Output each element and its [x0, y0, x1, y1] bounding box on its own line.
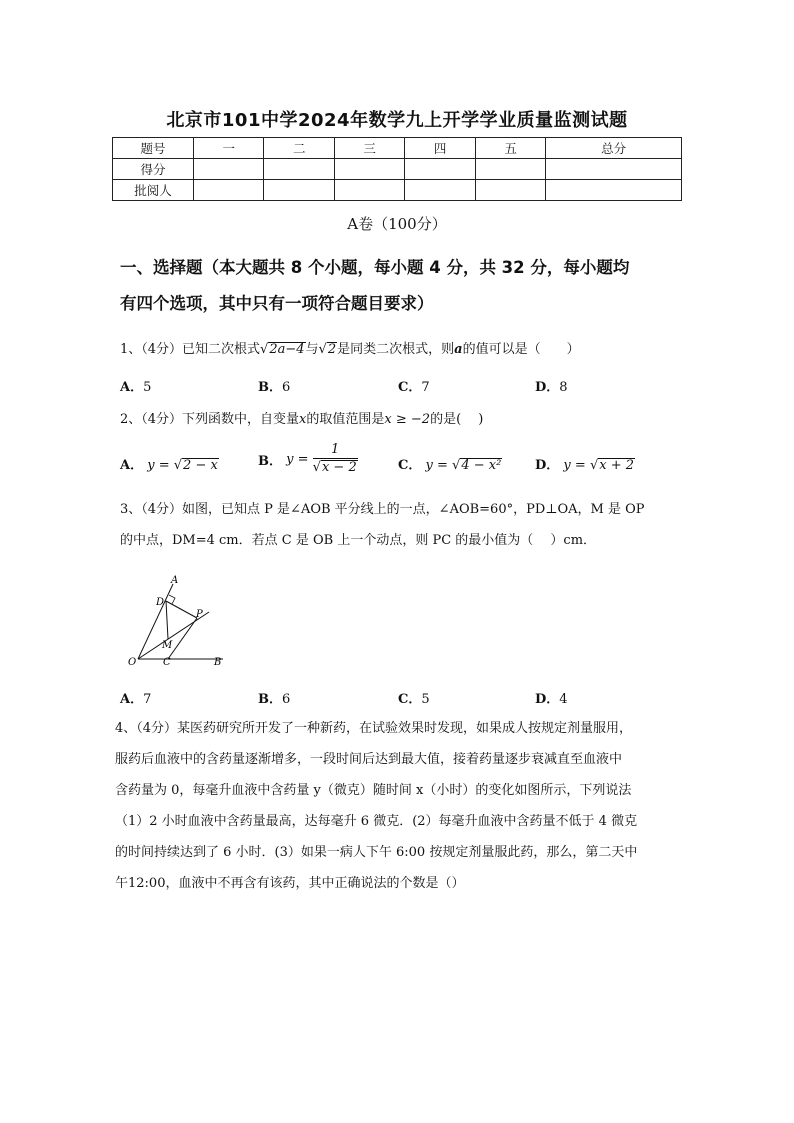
- q2-options: [120, 442, 680, 482]
- score-row-label: 得分: [113, 159, 194, 180]
- q4-line: 4、（4分）某医药研究所开发了一种新药，在试验效果时发现，如果成人按规定剂量服用，: [115, 721, 633, 736]
- score-header-cell: 总分: [546, 138, 682, 159]
- q4-line: 午12:00，血液中不再含有该药，其中正确说法的个数是（）: [115, 876, 465, 891]
- q2-var: x: [299, 412, 307, 427]
- score-cell[interactable]: [334, 159, 404, 180]
- page-title: 北京市101中学2024年数学九上开学学业质量监测试题: [166, 110, 628, 131]
- label-o: O: [128, 657, 137, 668]
- score-cell[interactable]: [405, 180, 475, 201]
- q1-option-d[interactable]: D．8: [535, 380, 568, 395]
- q1-mid: 与: [305, 342, 319, 357]
- q2-option-d[interactable]: D． y = √x + 2: [535, 458, 634, 473]
- q1-options: [120, 376, 680, 394]
- score-cell[interactable]: [194, 180, 264, 201]
- score-cell[interactable]: [264, 180, 334, 201]
- score-table-header-row: [113, 138, 682, 159]
- score-cell[interactable]: [546, 180, 682, 201]
- q3-option-b[interactable]: B．6: [258, 692, 291, 707]
- question-2: [120, 408, 483, 427]
- label-m: M: [162, 640, 173, 651]
- part1-heading-line2: 有四个选项，其中只有一项符合题目要求）: [120, 294, 434, 313]
- score-header-cell: 四: [405, 138, 475, 159]
- q2-option-c[interactable]: C． y = √4 − x²: [398, 458, 502, 473]
- q1-option-b[interactable]: B．6: [258, 380, 291, 395]
- section-a-heading: A卷（100分）: [347, 215, 447, 233]
- score-table-row: [113, 180, 682, 201]
- q3-option-c[interactable]: C．5: [398, 692, 430, 707]
- radical-sign: √: [318, 342, 327, 357]
- q2-mid: 的取值范围是: [306, 412, 385, 427]
- score-table: [112, 137, 682, 201]
- q1-suffix: 是同类二次根式，则: [337, 342, 455, 357]
- q2-option-a[interactable]: A． y = √2 − x: [120, 458, 218, 473]
- score-header-cell: 五: [475, 138, 545, 159]
- score-header-cell: 题号: [113, 138, 194, 159]
- label-c: C: [163, 657, 171, 668]
- q3-options: [120, 688, 680, 706]
- score-cell[interactable]: [334, 180, 404, 201]
- q1-prefix: 1、（4分）已知二次根式: [120, 342, 261, 357]
- q1-var: a: [454, 342, 463, 357]
- q2-option-b[interactable]: B． y = $\frac{1}{√x - 2}$: [258, 442, 357, 475]
- q2-end: 的是( ): [430, 412, 484, 427]
- score-cell[interactable]: [405, 159, 475, 180]
- q2-prefix: 2、（4分）下列函数中，自变量: [120, 412, 300, 427]
- label-b: B: [214, 657, 222, 668]
- score-cell[interactable]: [546, 159, 682, 180]
- label-a: A: [171, 575, 179, 586]
- score-cell[interactable]: [264, 159, 334, 180]
- q1-end: 的值可以是（ ）: [462, 342, 580, 357]
- q4-line: 含药量为 0，每毫升血液中含药量 y（微克）随时间 x（小时）的变化如图所示，下列说法: [115, 783, 632, 798]
- q1-radicand-2: 2: [327, 342, 337, 357]
- q1-option-a[interactable]: A．5: [120, 380, 152, 395]
- q4-line: 服药后血液中的含药量逐渐增多，一段时间后达到最大值，接着药量逐步衰减直至血液中: [115, 752, 623, 767]
- score-row-label: 批阅人: [113, 180, 194, 201]
- part1-heading-line1: 一、选择题（本大题共 8 个小题，每小题 4 分，共 32 分，每小题均: [120, 258, 630, 277]
- label-d: D: [156, 597, 165, 608]
- q3-line: 3、（4分）如图，已知点 P 是∠AOB 平分线上的一点，∠AOB=60°，PD⊥OA，M 是 OP: [120, 502, 645, 517]
- score-cell[interactable]: [475, 180, 545, 201]
- q1-option-c[interactable]: C．7: [398, 380, 430, 395]
- q2-cond: x ≥ −2: [384, 412, 431, 427]
- question-4: [115, 713, 685, 899]
- question-1: [120, 338, 580, 357]
- q4-line: （1）2 小时血液中含药量最高，达每毫升 6 微克．(2）每毫升血液中含药量不低于 4 微克: [115, 814, 638, 829]
- q3-geometry-figure: [125, 572, 235, 672]
- q4-line: 的时间持续达到了 6 小时．(3）如果一病人下午 6:00 按规定剂量服此药，那么，第二天中: [115, 845, 638, 860]
- score-table-row: [113, 159, 682, 180]
- q3-option-d[interactable]: D．4: [535, 692, 568, 707]
- score-header-cell: 三: [334, 138, 404, 159]
- score-header-cell: 一: [194, 138, 264, 159]
- q1-radicand-1: 2a−4: [269, 342, 305, 357]
- score-cell[interactable]: [475, 159, 545, 180]
- q3-line: 的中点，DM=4 cm．若点 C 是 OB 上一个动点，则 PC 的最小值为（ ）cm．: [120, 533, 597, 548]
- score-cell[interactable]: [194, 159, 264, 180]
- q3-option-a[interactable]: A．7: [120, 692, 152, 707]
- radical-sign: √: [260, 342, 269, 357]
- score-header-cell: 二: [264, 138, 334, 159]
- question-3: [120, 494, 680, 556]
- label-p: P: [196, 609, 203, 620]
- q2-fraction: $\frac{1}{√x - 2}$: [312, 442, 357, 475]
